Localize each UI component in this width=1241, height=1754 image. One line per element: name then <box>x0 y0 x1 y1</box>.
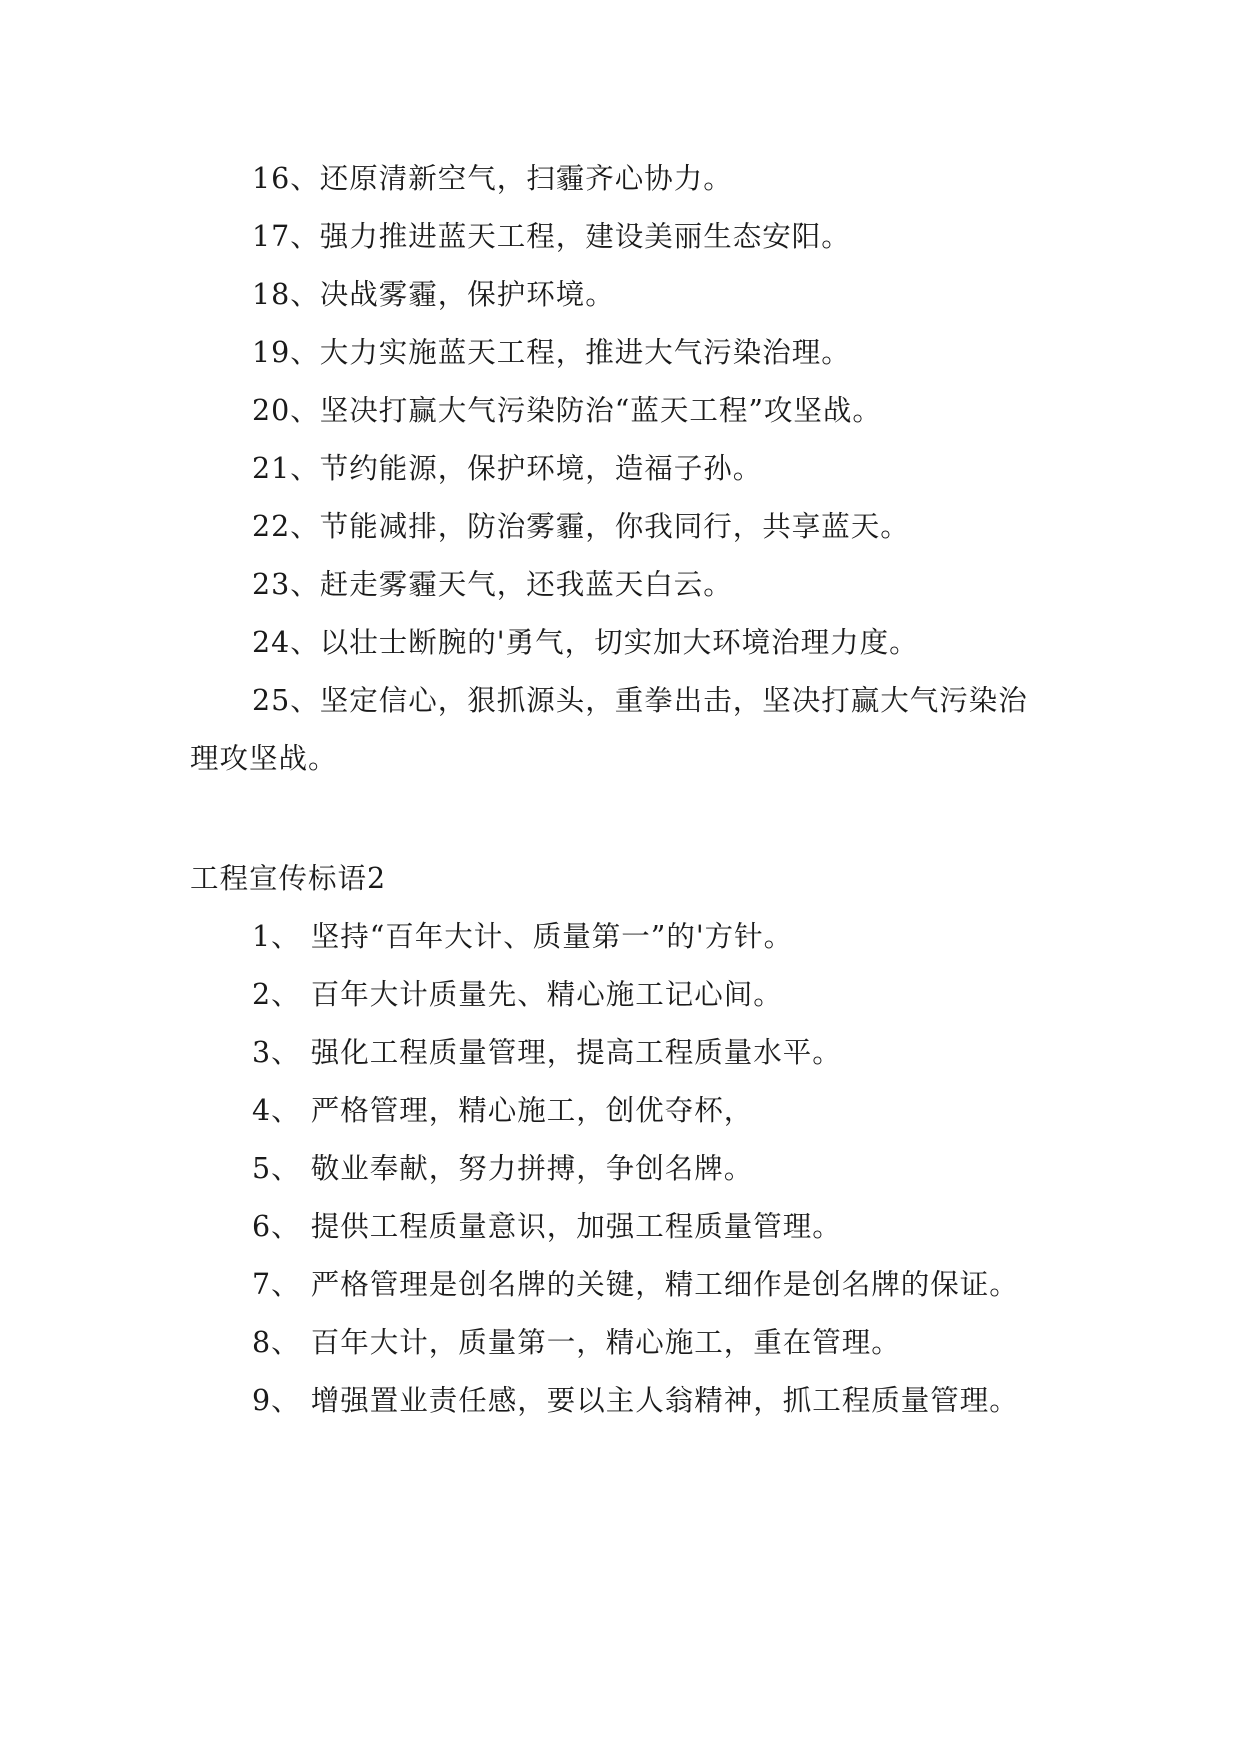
list-item: 3、 强化工程质量管理，提高工程质量水平。 <box>252 1036 842 1069</box>
document-body <box>190 150 1050 1430</box>
list-item: 8、 百年大计，质量第一，精心施工，重在管理。 <box>252 1326 901 1359</box>
list-item: 20、坚决打赢大气污染防治“蓝天工程”攻坚战。 <box>252 394 882 427</box>
list-item: 16、还原清新空气，扫霾齐心协力。 <box>252 162 733 195</box>
list-item: 21、节约能源，保护环境，造福子孙。 <box>252 452 763 485</box>
list-item: 4、 严格管理，精心施工，创优夺杯， <box>252 1094 754 1127</box>
list-item: 23、赶走雾霾天气，还我蓝天白云。 <box>252 568 733 601</box>
list-item: 22、节能减排，防治雾霾，你我同行，共享蓝天。 <box>252 510 910 543</box>
list-item: 18、决战雾霾，保护环境。 <box>252 278 615 311</box>
list-item: 17、强力推进蓝天工程，建设美丽生态安阳。 <box>252 220 851 253</box>
list-item: 24、以壮士断腕的'勇气，切实加大环境治理力度。 <box>252 626 919 659</box>
slogan-list-2 <box>190 908 1050 1430</box>
slogan-list-1 <box>190 150 1050 788</box>
list-item: 1、 坚持“百年大计、质量第一”的'方针。 <box>252 920 794 953</box>
list-item: 2、 百年大计质量先、精心施工记心间。 <box>252 978 783 1011</box>
list-item: 9、 增强置业责任感，要以主人翁精神，抓工程质量管理。 <box>252 1384 1019 1417</box>
list-item: 7、 严格管理是创名牌的关键，精工细作是创名牌的保证。 <box>252 1268 1019 1301</box>
list-item: 25、坚定信心，狠抓源头，重拳出击，坚决打赢大气污染治理攻坚战。 <box>190 684 1028 775</box>
section-heading: 工程宣传标语2 <box>190 862 387 895</box>
list-item: 19、大力实施蓝天工程，推进大气污染治理。 <box>252 336 851 369</box>
list-item: 5、 敬业奉献，努力拼搏，争创名牌。 <box>252 1152 754 1185</box>
list-item: 6、 提供工程质量意识，加强工程质量管理。 <box>252 1210 842 1243</box>
